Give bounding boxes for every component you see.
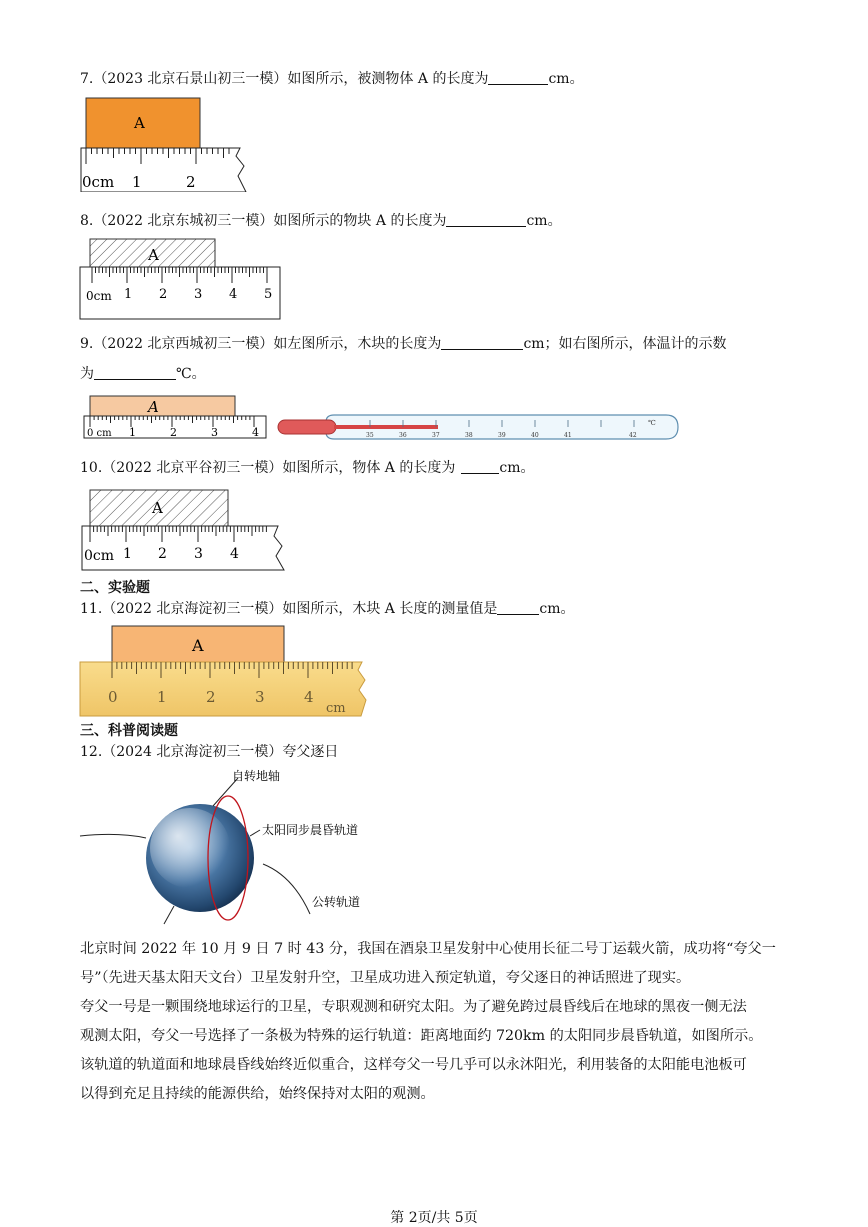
thermometer-label: 42 <box>629 432 637 439</box>
thermometer-label: 39 <box>498 432 506 439</box>
ruler-label: 2 <box>158 546 167 562</box>
ruler-label: 2 <box>170 426 177 439</box>
ecliptic-orbit-line <box>80 834 146 838</box>
thermometer-label: 36 <box>399 432 407 439</box>
answer-blank <box>461 459 499 474</box>
ruler-label: 3 <box>211 426 218 439</box>
figure-q12-earth-orbit <box>78 766 378 926</box>
section-title-reading: 三、科普阅读题 <box>80 723 178 739</box>
ruler-label: 2 <box>159 287 168 302</box>
ruler-label: 4 <box>230 546 239 562</box>
thermometer-bulb <box>278 420 336 434</box>
ruler-label: 1 <box>132 173 142 191</box>
ruler-label: 4 <box>304 688 314 706</box>
ruler-label: 5 <box>264 287 273 302</box>
ruler-label: 1 <box>157 688 167 706</box>
answer-blank <box>94 365 176 380</box>
ruler-label: 0cm <box>84 548 115 564</box>
thermometer-label: 41 <box>564 432 572 439</box>
ruler-label: 2 <box>206 688 216 706</box>
revolution-orbit-line <box>263 864 310 914</box>
block-label: A <box>148 398 159 416</box>
paragraph-line: 该轨道的轨道面和地球晨昏线始终近似重合，这样夸父一号几乎可以永沐阳光，利用装备的太阳能电池板可 <box>80 1057 747 1073</box>
figure-label-revolution: 公转轨道 <box>312 895 361 909</box>
thermometer-label: 37 <box>432 432 440 439</box>
question-12-heading: 12.（2024 北京海淀初三一模）夸父逐日 <box>80 744 339 760</box>
paragraph-line: 夸父一号是一颗围绕地球运行的卫星，专职观测和研究太阳。为了避免跨过晨昏线后在地球的黑夜一侧无法 <box>80 999 747 1015</box>
answer-blank <box>441 335 523 350</box>
question-8-text: 8.（2022 北京东城初三一模）如图所示的物块 A 的长度为 <box>80 213 447 229</box>
answer-blank <box>446 212 526 227</box>
unit-text: ℃。 <box>176 366 206 382</box>
unit-text: cm。 <box>526 213 562 229</box>
ruler-label: 1 <box>129 426 136 439</box>
ruler-label: 1 <box>123 546 132 562</box>
question-10 <box>80 457 534 477</box>
paragraph-line: 观测太阳，夸父一号选择了一条极为特殊的运行轨道：距离地面约 720km 的太阳同步晨昏轨道，如图所示。 <box>80 1028 763 1044</box>
wood-block <box>90 396 235 416</box>
thermometer-label: 35 <box>366 432 374 439</box>
lower-orbit-line <box>164 906 174 924</box>
question-9-line-2 <box>80 363 206 383</box>
figure-label-axis: 自转地轴 <box>232 769 281 783</box>
ruler-label: 0cm <box>86 289 112 303</box>
question-9-text-middle: cm；如右图所示，体温计的示数 <box>523 336 727 352</box>
block-label: A <box>192 636 204 655</box>
question-7 <box>80 68 584 88</box>
ruler-label: 0cm <box>82 173 115 191</box>
thermometer-label: 40 <box>531 432 539 439</box>
question-9-text: 9.（2022 北京西城初三一模）如左图所示，木块的长度为 <box>80 336 442 352</box>
figure-q8-ruler <box>78 238 284 322</box>
block-label: A <box>134 114 145 132</box>
orbit-label-pointer <box>250 830 260 836</box>
ruler-label: 1 <box>124 287 133 302</box>
ruler-body <box>80 662 366 716</box>
ruler-label: 3 <box>255 688 265 706</box>
thermometer-label: 38 <box>465 432 473 439</box>
reading-paragraph-2 <box>80 993 792 1109</box>
question-11-text: 11.（2022 北京海淀初三一模）如图所示，木块 A 长度的测量值是 <box>80 601 498 617</box>
question-11 <box>80 598 574 618</box>
answer-blank <box>497 600 539 615</box>
unit-text: cm。 <box>499 460 535 476</box>
paragraph-line: 号”（先进天基太阳天文台）卫星发射升空，卫星成功进入预定轨道，夸父逐日的神话照进了现实。 <box>80 970 691 986</box>
question-9-line-1 <box>80 333 727 353</box>
paragraph-line: 以得到充足且持续的能源供给，始终保持对太阳的观测。 <box>80 1086 435 1102</box>
ruler-label: 3 <box>194 546 203 562</box>
unit-text: cm。 <box>548 71 584 87</box>
unit-text: cm。 <box>539 601 575 617</box>
ruler-label: 4 <box>229 287 238 302</box>
ruler-label: 0 <box>108 688 118 706</box>
ruler-unit: cm <box>326 701 346 716</box>
question-7-text: 7.（2023 北京石景山初三一模）如图所示，被测物体 A 的长度为 <box>80 71 489 87</box>
block-label: A <box>152 499 163 517</box>
question-9-text-prefix: 为 <box>80 366 94 382</box>
reading-paragraph-1 <box>80 935 792 993</box>
question-8 <box>80 210 562 230</box>
question-10-text: 10.（2022 北京平谷初三一模）如图所示，物体 A 的长度为 <box>80 460 456 476</box>
mercury-column <box>334 425 438 429</box>
figure-label-orbit: 太阳同步晨昏轨道 <box>262 823 359 837</box>
figure-q7-ruler <box>78 96 250 192</box>
block-label: A <box>148 246 159 264</box>
earth-clouds <box>150 808 230 888</box>
thermometer-unit: ℃ <box>648 419 656 427</box>
figure-q11-ruler <box>78 624 368 719</box>
page-footer: 第 2页/共 5页 <box>390 1210 478 1226</box>
answer-blank <box>488 70 548 85</box>
ruler-label: 3 <box>194 287 203 302</box>
figure-q10-ruler <box>80 488 286 572</box>
section-title-experiment: 二、实验题 <box>80 580 150 596</box>
paragraph-line: 北京时间 2022 年 10 月 9 日 7 时 43 分，我国在酒泉卫星发射中心使用长征二号丁运载火箭，成功将“夸父一 <box>80 941 776 957</box>
figure-q9-thermometer <box>274 412 682 442</box>
ruler-label: 0 cm <box>87 428 112 439</box>
ruler-label: 4 <box>252 426 259 439</box>
figure-q9-ruler <box>82 394 268 442</box>
ruler-label: 2 <box>186 173 196 191</box>
